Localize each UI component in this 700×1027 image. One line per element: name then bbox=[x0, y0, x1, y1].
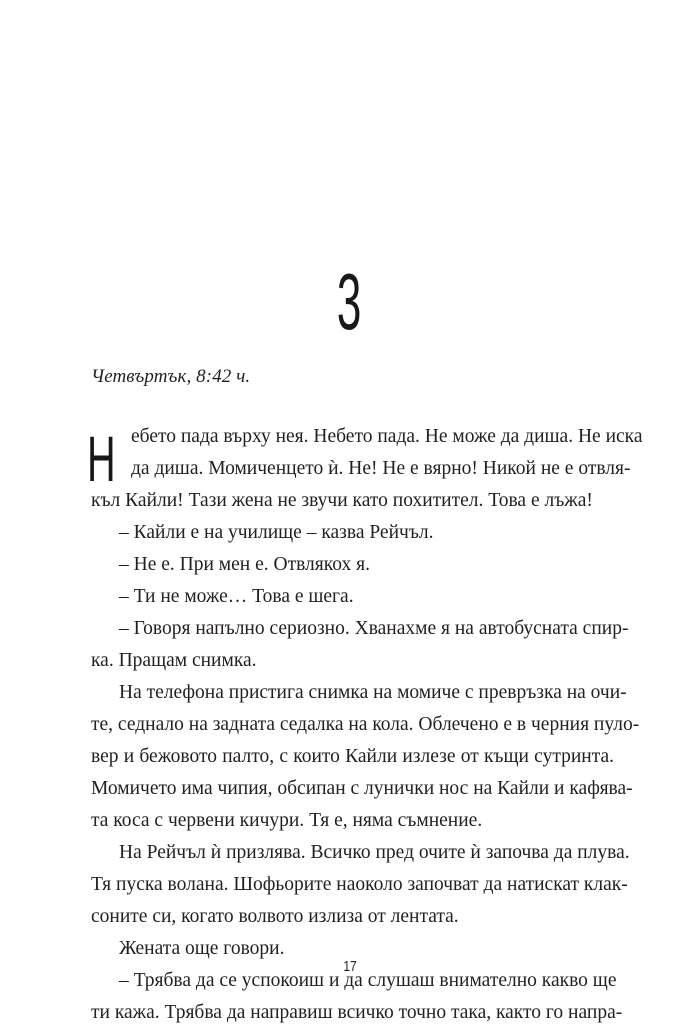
text-line: – Не е. При мен е. Отвлякох я. bbox=[119, 554, 370, 575]
text-line: – Ти не може… Това е шега. bbox=[119, 586, 354, 607]
chapter-dateline: Четвъртък, 8:42 ч. bbox=[91, 366, 251, 387]
text-line: ти кажа. Трябва да направиш всичко точно така, както го напра- bbox=[91, 1002, 623, 1023]
text-line: те, седнало на задната седалка на кола. Облечено е в черния пуло- bbox=[91, 714, 640, 735]
drop-cap: Н bbox=[87, 423, 116, 495]
text-line: та коса с червени кичури. Тя е, няма съмнение. bbox=[91, 810, 483, 831]
text-line: къл Кайли! Тази жена не звучи като похитител. Това е лъжа! bbox=[91, 490, 593, 511]
text-line: вер и бежовото палто, с които Кайли излезе от къщи сутринта. bbox=[91, 746, 614, 767]
text-line: соните си, когато волвото излиза от лентата. bbox=[91, 906, 459, 927]
text-line: Тя пуска волана. Шофьорите наоколо започват да натискат клак- bbox=[91, 874, 628, 895]
text-line: – Кайли е на училище – казва Рейчъл. bbox=[119, 522, 434, 543]
text-line: На Рейчъл ѝ призлява. Всичко пред очите ѝ започва да плува. bbox=[119, 842, 630, 863]
page-number: 17 bbox=[343, 958, 357, 975]
text-line: Момичето има чипия, обсипан с лунички нос на Кайли и кафява- bbox=[91, 778, 633, 799]
text-line: На телефона пристига снимка на момиче с превръзка на очи- bbox=[119, 682, 627, 703]
text-line: – Говоря напълно сериозно. Хванахме я на автобусната спир- bbox=[119, 618, 629, 639]
text-line: да диша. Момиченцето ѝ. Не! Не е вярно! Никой не е отвля- bbox=[131, 458, 631, 479]
chapter-number: 3 bbox=[336, 257, 362, 346]
text-line: ка. Пращам снимка. bbox=[91, 650, 257, 671]
text-line: ебето пада върху нея. Небето пада. Не може да диша. Не иска bbox=[131, 426, 643, 447]
text-line: Жената още говори. bbox=[119, 938, 285, 959]
text-line: – Трябва да се успокоиш и да слушаш внимателно какво ще bbox=[119, 970, 617, 991]
